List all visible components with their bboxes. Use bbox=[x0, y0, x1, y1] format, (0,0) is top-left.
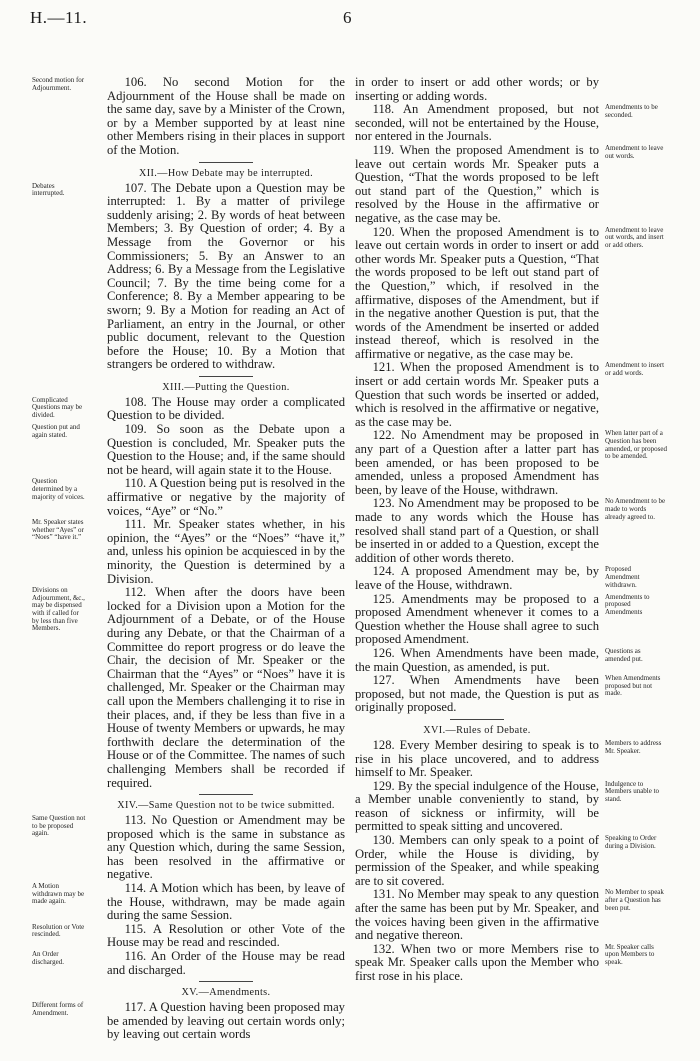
paragraph-number: 114. bbox=[124, 881, 147, 896]
paragraph-text: When Amendments have been proposed, but not made, the Question is put as originally proposed. bbox=[355, 673, 599, 715]
margin-note: Question determined by a majority of voices. bbox=[32, 477, 85, 501]
para-124 bbox=[355, 564, 640, 592]
para-107 bbox=[32, 180, 346, 372]
paragraph-number: 121. bbox=[372, 360, 395, 375]
paragraph-text: A Resolution or other Vote of the House may be read and rescinded. bbox=[107, 921, 345, 950]
para-109 bbox=[32, 422, 346, 477]
margin-note: Members to address Mr. Speaker. bbox=[605, 738, 662, 755]
section-rule bbox=[199, 376, 253, 377]
paragraph-number: 117. bbox=[124, 1000, 147, 1015]
para-126 bbox=[355, 645, 643, 674]
margin-note: Second motion for Adjournment. bbox=[32, 76, 85, 92]
page-number: 6 bbox=[343, 8, 352, 27]
paragraph-number: 113. bbox=[124, 813, 147, 828]
right-column bbox=[355, 75, 668, 984]
margin-note: Questions as amended put. bbox=[605, 646, 643, 663]
paragraph-number: 125. bbox=[372, 591, 395, 606]
section-rule bbox=[450, 719, 504, 720]
margin-note: Question put and again stated. bbox=[32, 423, 80, 439]
section-xiv bbox=[107, 794, 345, 812]
paragraph-number: 127. bbox=[372, 673, 395, 688]
section-heading: XV.—Amendments. bbox=[181, 987, 271, 999]
para-131 bbox=[355, 887, 664, 943]
paragraph-number: 107. bbox=[124, 180, 147, 195]
section-xv bbox=[107, 981, 345, 999]
paragraph-text: An Order of the House may be read and discharged. bbox=[107, 949, 345, 977]
paragraph-number: 129. bbox=[372, 778, 395, 793]
paragraph-text: Mr. Speaker states whether, in his opinion, the “Ayes” or the “Noes” “have it,” and, unless his opinion be acquiesced in by the minority, the Question is determined by a Division. bbox=[107, 517, 345, 586]
paragraph-number: 131. bbox=[372, 887, 395, 902]
paragraph-number: 106. bbox=[124, 75, 147, 89]
paragraph-number: 115. bbox=[124, 921, 147, 936]
paragraph-number: 110. bbox=[124, 476, 147, 491]
section-xiii bbox=[107, 376, 345, 394]
section-xii bbox=[107, 162, 345, 180]
paragraph-text: No Amendment may be proposed in any part of a Question after a latter part has been amended, or has been proposed to be amended, unless a proposed Amendment has been, by leave of the House, withdrawn. bbox=[355, 428, 599, 497]
para-108 bbox=[32, 394, 346, 423]
para-130 bbox=[355, 833, 657, 888]
margin-note: Different forms of Amendment. bbox=[32, 1001, 84, 1017]
margin-note: Amendment to leave out words, and insert or add others. bbox=[605, 225, 664, 249]
margin-note: Mr. Speaker calls upon Members to speak. bbox=[605, 942, 655, 966]
para-118 bbox=[355, 102, 658, 144]
para-115 bbox=[32, 921, 345, 950]
section-heading: XIV.—Same Question not to be twice submitted. bbox=[117, 800, 335, 812]
paragraph-number: 108. bbox=[124, 394, 147, 409]
paragraph-number: 109. bbox=[124, 422, 147, 437]
paragraph-number: 124. bbox=[372, 564, 395, 579]
section-heading: XVI.—Rules of Debate. bbox=[423, 724, 531, 736]
margin-note: Indulgence to Members unable to stand. bbox=[605, 779, 660, 803]
para-113 bbox=[32, 813, 345, 882]
margin-note: Speaking to Order during a Division. bbox=[605, 834, 657, 850]
paragraph-text: So soon as the Debate upon a Question is concluded, Mr. Speaker puts the Question to the House; and, if the same should not be heard, will again state it to the House. bbox=[107, 422, 346, 477]
margin-note: Mr. Speaker states whether “Ayes” or “Noes” “have it.” bbox=[32, 518, 84, 542]
paragraph-text: A Question having been proposed may be amended by leaving out certain words only; by leaving out certain words bbox=[107, 1000, 345, 1042]
margin-note: Complicated Questions may be divided. bbox=[32, 395, 83, 420]
margin-note: Amendments to be seconded. bbox=[605, 103, 658, 119]
para-119 bbox=[355, 142, 664, 226]
margin-note: Proposed Amendment withdrawn. bbox=[605, 565, 640, 589]
paragraph-text: An Amendment proposed, but not seconded, will not be entertained by the House, nor entered in the Journals. bbox=[355, 102, 599, 144]
margin-note: Amendment to insert or add words. bbox=[605, 361, 665, 378]
paragraph-text: When two or more Members rise to speak Mr. Speaker calls upon the Member who first rose in his place. bbox=[355, 941, 599, 983]
para-127 bbox=[355, 673, 661, 715]
para-123 bbox=[355, 496, 666, 565]
paragraph-text: By the special indulgence of the House, a Member unable conveniently to stand, by reason of sickness or infirmity, will be permitted to speak sitting and uncovered. bbox=[355, 778, 599, 834]
paragraph-text: No Member may speak to any question after the same has been put by Mr. Speaker, and the voices having been given in the affirmative and negative thereon. bbox=[355, 887, 599, 943]
paragraph-text: in order to insert or add other words; or by inserting or adding words. bbox=[355, 75, 599, 103]
paragraph-text: No second Motion for the Adjournment of the House shall be made on the same day, save by a Minister of the Crown, or by a Member supported by at least nine other Members rising in their places in support of the Motion. bbox=[107, 75, 345, 157]
margin-note: No Member to speak after a Question has been put. bbox=[605, 888, 664, 912]
paragraph-text: When the proposed Amendment is to insert or add certain words Mr. Speaker puts a Question that such words be inserted or added, which is resolved in the affirmative or negative, as the case may be. bbox=[355, 360, 600, 429]
paragraph-text: The Debate upon a Question may be interrupted: 1. By a matter of privilege suddenly arising; 2. By words of heat between Members; 3. By Question of order; 4. By a Message from the Governor or his Commissioners; 5. By an Answer to an Address; 6. By a Message from the Legislative Council; 7. By the time being come for a Conference; 8. By a Member appearing to be sworn; 9. By a Motion for reading an Act of Parliament, an entry in the Journal, or other public document, relevant to the Question before the House; 10. By a Motion that strangers be ordered to withdraw. bbox=[107, 180, 346, 372]
para-122 bbox=[355, 428, 668, 497]
section-rule bbox=[199, 162, 253, 163]
margin-note: Resolution or Vote rescinded. bbox=[32, 922, 85, 939]
margin-note: An Order discharged. bbox=[32, 950, 64, 966]
paragraph-number: 123. bbox=[372, 496, 395, 511]
paragraph-number: 111. bbox=[124, 517, 146, 532]
para-117-cont bbox=[355, 76, 599, 103]
section-xvi bbox=[355, 719, 599, 737]
paragraph-number: 116. bbox=[124, 949, 147, 964]
margin-note: A Motion withdrawn may be made again. bbox=[32, 882, 85, 906]
section-rule bbox=[199, 794, 253, 795]
para-132 bbox=[355, 941, 655, 984]
section-heading: XII.—How Debate may be interrupted. bbox=[138, 167, 314, 179]
paragraph-number: 119. bbox=[372, 142, 395, 157]
paragraph-number: 112. bbox=[124, 585, 147, 600]
margin-note: Debates interrupted. bbox=[32, 181, 65, 198]
margin-note: When latter part of a Question has been amended, or proposed to be amended. bbox=[605, 429, 668, 461]
margin-note: Amendments to proposed Amendments bbox=[605, 592, 650, 616]
paragraph-number: 130. bbox=[372, 833, 395, 848]
left-column bbox=[32, 75, 346, 1042]
para-128 bbox=[355, 737, 662, 780]
para-121 bbox=[355, 360, 665, 429]
paragraph-text: A Question being put is resolved in the affirmative or negative by the majority of voices, “Aye” or “No.” bbox=[107, 476, 345, 518]
paragraph-text: A proposed Amendment may be, by leave of the House, withdrawn. bbox=[355, 564, 599, 592]
paragraph-text: When the proposed Amendment is to leave out certain words in order to insert or add other words Mr. Speaker puts a Question, “That the words proposed to be left out stand part of the Question,” which, if resolved in the affirmative, disposes of the Amendment, but if in the negative another Question is put, that the words of the Amendment be inserted or added instead thereof, which is resolved in the affirmative or negative, as the case may be. bbox=[355, 224, 600, 361]
paragraph-number: 132. bbox=[372, 941, 395, 956]
para-114 bbox=[32, 881, 345, 923]
para-117 bbox=[32, 1000, 345, 1042]
paragraph-text: When Amendments have been made, the main Question, as amended, is put. bbox=[355, 645, 600, 674]
header-document-code: H.—11. bbox=[30, 8, 88, 27]
paragraph-number: 126. bbox=[372, 645, 395, 660]
paragraph-text: When after the doors have been locked for a Division upon a Motion for the Adjournment of a Debate, or of the House during any Debate, or that the Chairman of a Committee do report progress or do leave the Chair, the decision of Mr. Speaker or the Chairman that the “Ayes” or “Noes” have it is challenged, Mr. Speaker or the Chairman may call upon the Members challenging it to rise in their places, and, if they be less than five in a House of twenty Members or upwards, he may forthwith declare the determination of the House or of the Committee. The names of such challenging Members shall be recorded if required. bbox=[107, 585, 346, 790]
paragraph-number: 122. bbox=[372, 428, 395, 443]
para-111 bbox=[32, 517, 345, 586]
margin-note: Divisions on Adjournment, &c., may be dispensed with if called for by less than five Members. bbox=[32, 586, 85, 633]
para-120 bbox=[355, 224, 664, 362]
margin-note: When Amendments proposed but not made. bbox=[605, 674, 661, 698]
para-110 bbox=[32, 476, 345, 518]
paragraph-number: 118. bbox=[372, 102, 395, 117]
paragraph-text: Members can only speak to a point of Order, while the House is dividing, by permission of the Speaker, and while speaking are to sit covered. bbox=[355, 833, 599, 888]
paragraph-text: A Motion which has been, by leave of the House, withdrawn, may be made again during the same Session. bbox=[107, 881, 345, 923]
paragraph-text: Every Member desiring to speak is to rise in his place uncovered, and to address himself to Mr. Speaker. bbox=[355, 737, 599, 780]
paragraph-text: Amendments may be proposed to a proposed Amendment whenever it comes to a Question whether the House shall agree to such proposed Amendment. bbox=[355, 591, 599, 647]
para-116 bbox=[32, 949, 345, 977]
margin-note: Amendment to leave out words. bbox=[605, 143, 664, 160]
paragraph-text: The House may order a complicated Question to be divided. bbox=[107, 394, 346, 423]
paragraph-text: No Amendment may be proposed to be made to any words which the House has resolved shall stand part of a Question, or shall be inserted in or added to a Question, except the addition of other words thereto. bbox=[355, 496, 600, 565]
para-129 bbox=[355, 778, 660, 834]
para-125 bbox=[355, 591, 650, 647]
margin-note: Same Question not to be proposed again. bbox=[32, 814, 86, 838]
section-heading: XIII.—Putting the Question. bbox=[162, 381, 290, 393]
paragraph-text: When the proposed Amendment is to leave out certain words Mr. Speaker puts a Question, “That the words proposed to be left out stand part of the Question,” which is resolved by the House in the affirmative or negative, as the case may be. bbox=[355, 142, 600, 225]
paragraph-number: 120. bbox=[372, 224, 395, 239]
para-106 bbox=[32, 75, 345, 158]
section-rule bbox=[199, 981, 253, 982]
para-112 bbox=[32, 585, 346, 790]
margin-note: No Amendment to be made to words already agreed to. bbox=[605, 497, 666, 521]
paragraph-text: No Question or Amendment may be proposed which is the same in substance as any Question which, during the same Session, has been resolved in the affirmative or negative. bbox=[107, 813, 345, 882]
paragraph-number: 128. bbox=[372, 737, 395, 752]
